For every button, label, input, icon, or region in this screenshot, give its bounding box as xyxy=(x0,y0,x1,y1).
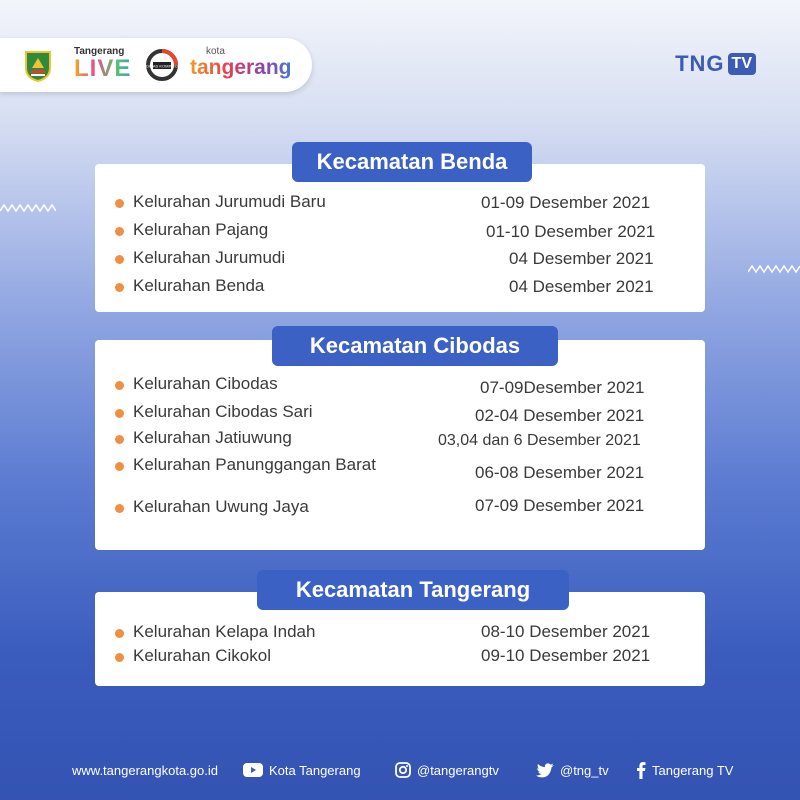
city-seal-logo xyxy=(24,50,52,82)
svg-text:DINAS KOMINFO: DINAS KOMINFO xyxy=(146,63,178,69)
schedule-date: 04 Desember 2021 xyxy=(509,249,654,268)
schedule-date: 01-09 Desember 2021 xyxy=(481,193,651,212)
footer-twitter-link[interactable] xyxy=(536,752,609,788)
bullet-dot xyxy=(115,381,124,390)
bullet-dot xyxy=(115,255,124,264)
tv-logo-box: TV xyxy=(728,53,756,75)
schedule-date: 07-09 Desember 2021 xyxy=(475,496,645,515)
kelurahan-name: Kelurahan Cikokol xyxy=(133,646,271,665)
instagram-icon xyxy=(395,762,411,778)
youtube-text: Kota Tangerang xyxy=(269,762,361,778)
footer-website-link[interactable] xyxy=(72,752,218,788)
bullet-dot xyxy=(115,409,124,418)
kelurahan-name: Kelurahan Uwung Jaya xyxy=(133,497,309,516)
schedule-date: 03,04 dan 6 Desember 2021 xyxy=(438,432,641,449)
kelurahan-name: Kelurahan Jurumudi Baru xyxy=(133,192,326,211)
schedule-date: 04 Desember 2021 xyxy=(509,277,654,296)
facebook-icon xyxy=(636,761,646,779)
schedule-date: 09-10 Desember 2021 xyxy=(481,646,651,665)
kelurahan-name: Kelurahan Pajang xyxy=(133,220,269,239)
kelurahan-name: Kelurahan Kelapa Indah xyxy=(133,622,316,641)
section-title-tangerang: Kecamatan Tangerang xyxy=(257,570,569,610)
bullet-dot xyxy=(115,435,124,444)
footer-youtube-link[interactable] xyxy=(243,752,361,788)
kelurahan-name: Kelurahan Cibodas xyxy=(133,374,278,393)
tangerang-live-logo xyxy=(74,46,136,81)
kelurahan-name: Kelurahan Benda xyxy=(133,276,265,295)
bullet-dot xyxy=(115,629,124,638)
section-card-benda xyxy=(95,164,705,312)
section-title-cibodas: Kecamatan Cibodas xyxy=(272,326,558,366)
schedule-date: 06-08 Desember 2021 xyxy=(475,463,645,482)
twitter-text: @tng_tv xyxy=(560,762,609,778)
instagram-text: @tangerangtv xyxy=(417,762,499,778)
bullet-dot xyxy=(115,283,124,292)
footer-social-bar xyxy=(0,752,800,788)
tng-tv-logo xyxy=(675,48,756,80)
kelurahan-name: Kelurahan Panunggangan Barat xyxy=(133,455,376,474)
bullet-dot xyxy=(115,462,124,471)
live-logo-top-text: Tangerang xyxy=(74,46,125,57)
bullet-dot xyxy=(115,199,124,208)
bullet-dot xyxy=(115,504,124,513)
twitter-icon xyxy=(536,763,554,778)
schedule-date: 01-10 Desember 2021 xyxy=(486,222,656,241)
kelurahan-name: Kelurahan Jurumudi xyxy=(133,248,286,267)
kelurahan-name: Kelurahan Cibodas Sari xyxy=(133,402,313,421)
youtube-icon xyxy=(243,763,263,777)
schedule-date: 08-10 Desember 2021 xyxy=(481,622,651,641)
bullet-dot xyxy=(115,653,124,662)
facebook-text: Tangerang TV xyxy=(652,762,734,778)
tng-logo-text: TNG xyxy=(675,51,725,76)
footer-instagram-link[interactable] xyxy=(395,752,499,788)
schedule-date: 02-04 Desember 2021 xyxy=(475,406,645,425)
dinas-kominfo-logo xyxy=(146,49,178,81)
footer-facebook-link[interactable] xyxy=(636,752,733,788)
zigzag-decoration-left xyxy=(0,203,56,213)
kota-tangerang-logo xyxy=(190,46,300,79)
zigzag-decoration-right xyxy=(748,264,800,274)
schedule-date: 07-09Desember 2021 xyxy=(480,378,645,397)
live-logo-main-text: LIVE xyxy=(74,57,136,81)
kota-logo-small-text: kota xyxy=(206,46,225,57)
bullet-dot xyxy=(115,227,124,236)
section-card-cibodas xyxy=(95,340,705,550)
partner-logo-bar xyxy=(0,38,312,92)
website-text: www.tangerangkota.go.id xyxy=(72,762,218,778)
kota-logo-main-text: tangerang xyxy=(190,57,300,79)
kelurahan-name: Kelurahan Jatiuwung xyxy=(133,428,292,447)
section-title-benda: Kecamatan Benda xyxy=(292,142,532,182)
